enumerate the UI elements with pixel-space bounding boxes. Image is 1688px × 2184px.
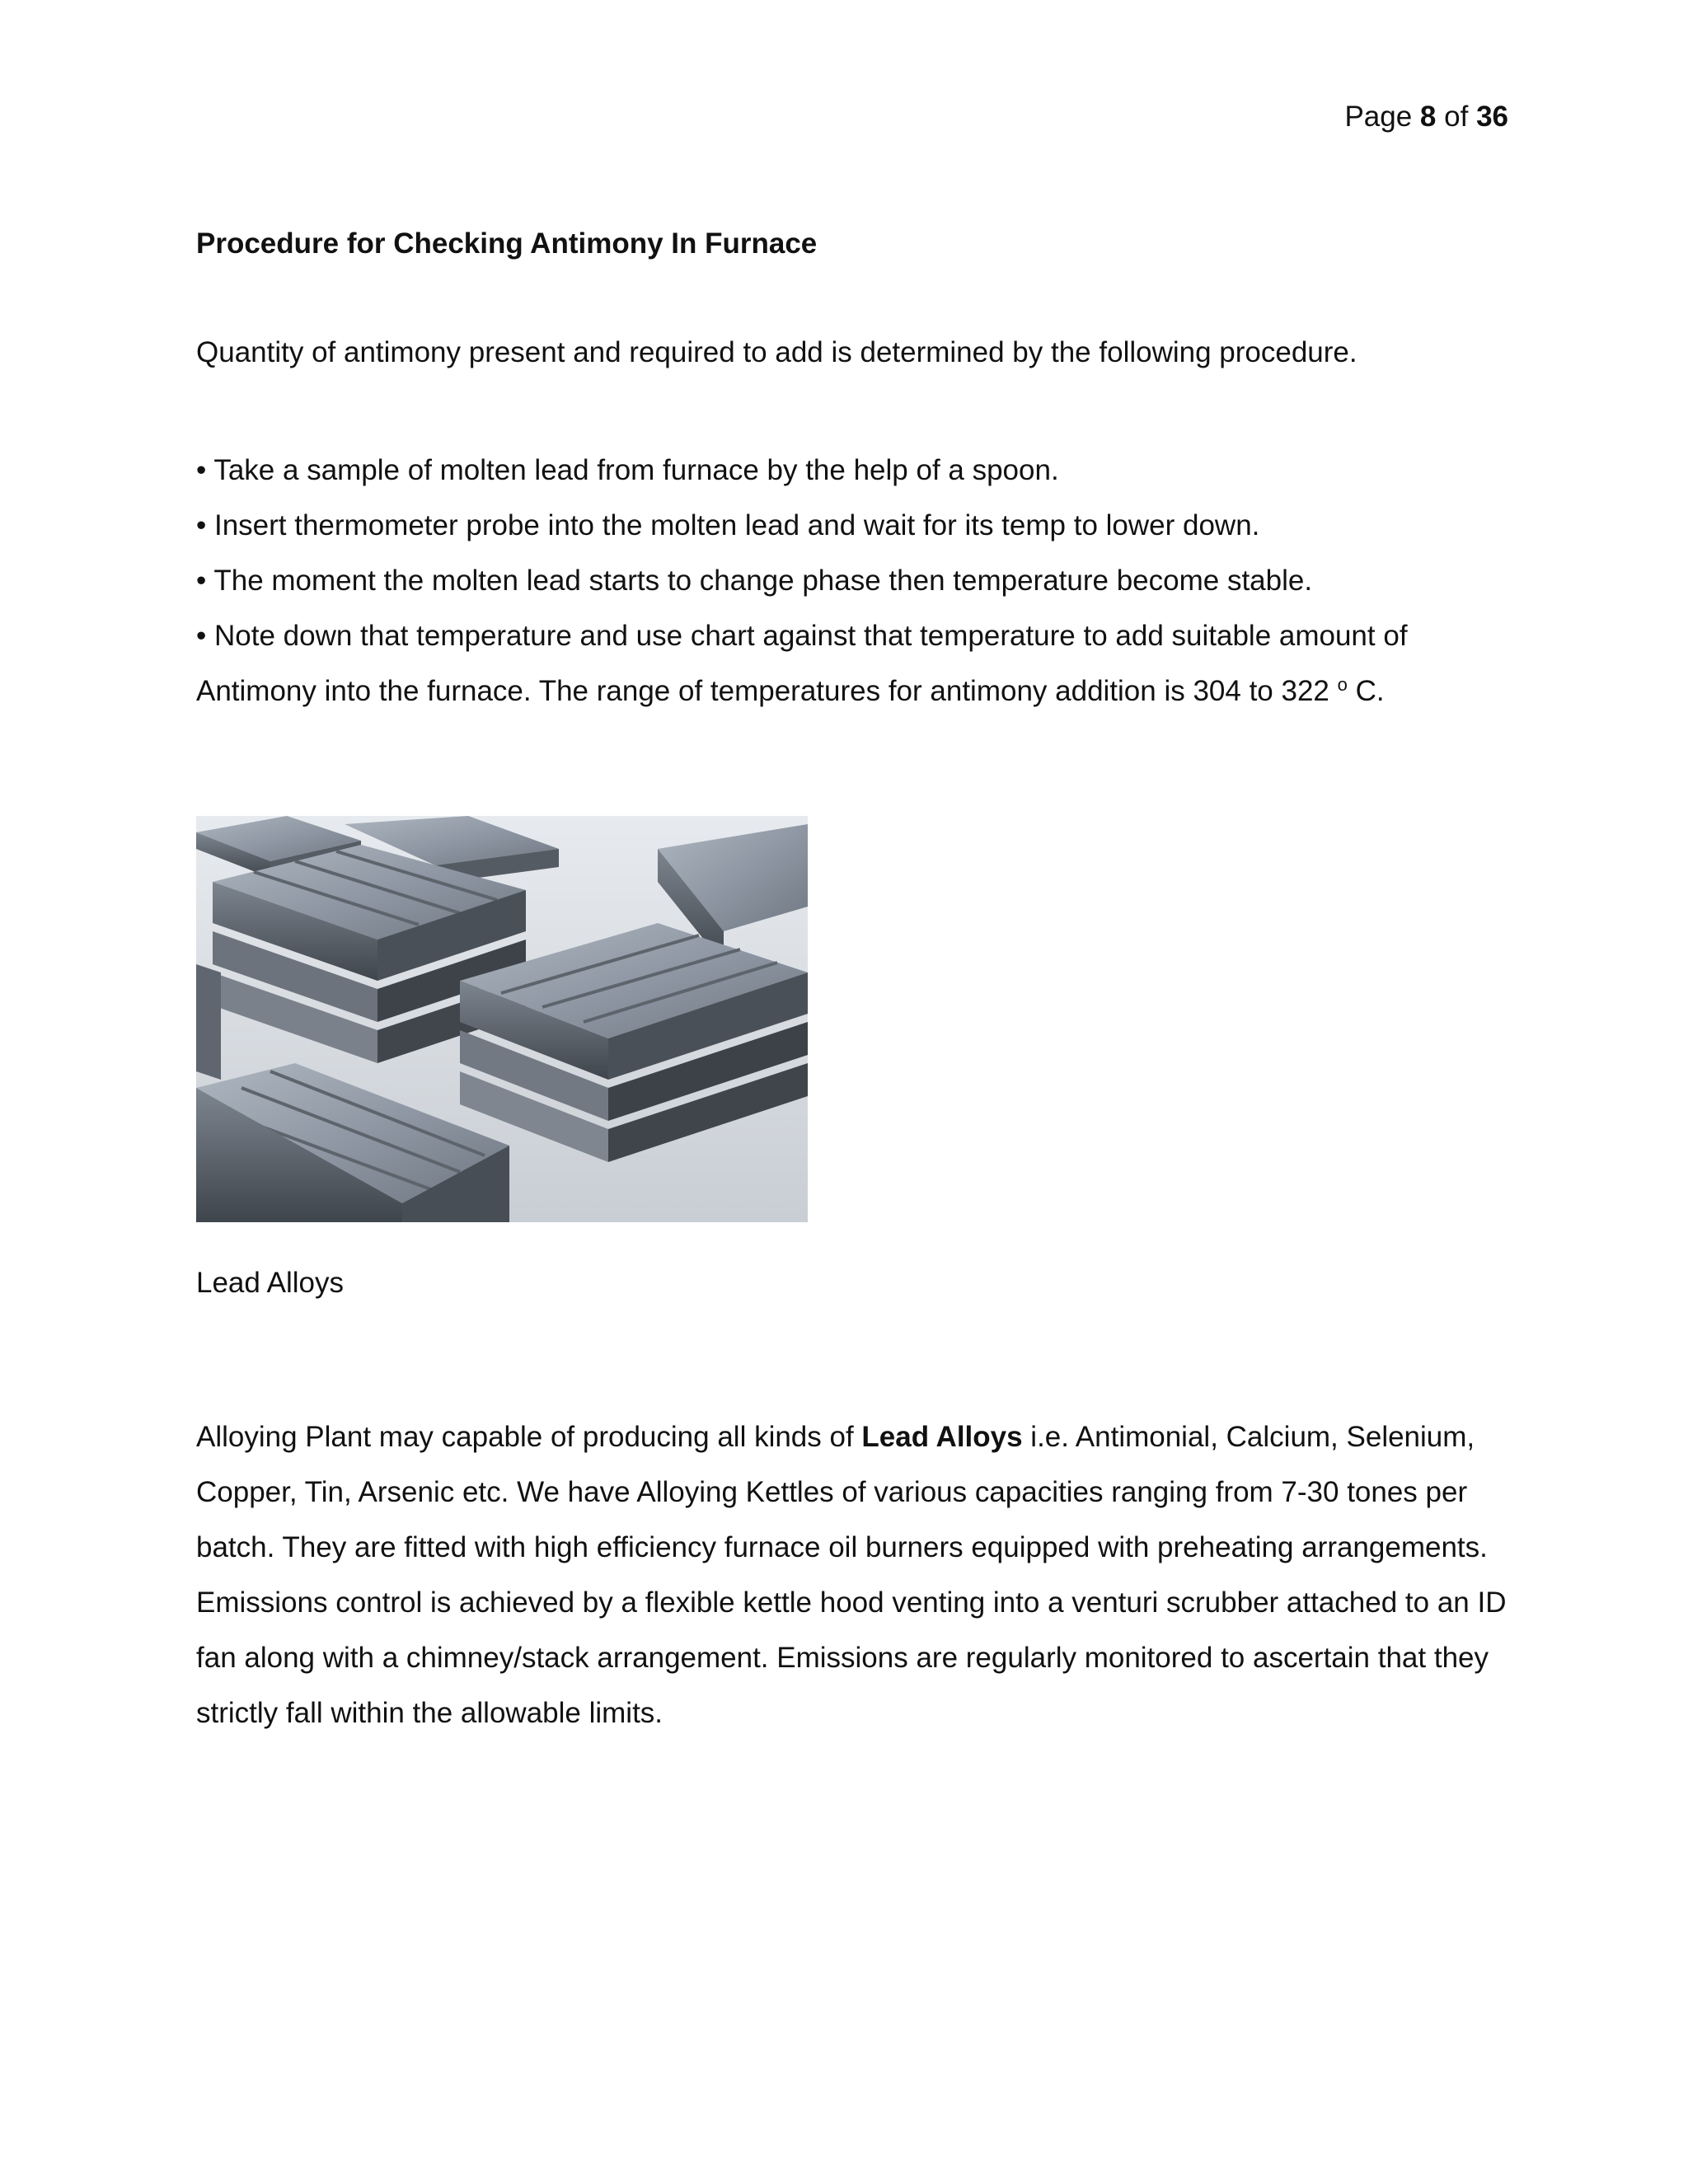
procedure-step-2: • Insert thermometer probe into the molten lead and wait for its temp to lower down. — [196, 509, 1260, 541]
degree-mark: o — [1337, 674, 1348, 695]
lead-ingots-photo — [196, 816, 808, 1222]
page-total: 36 — [1476, 101, 1508, 133]
alloying-text-after: i.e. Antimonial, Calcium, Selenium, Copper, Tin, Arsenic etc. We have Alloying Kettles of various capacities ranging from 7-30 tones per batch. They are fitted with high efficiency furnace oil burners equipped with preheating arrangements. Emissions control is achieved by a flexible kettle hood venting into a venturi scrubber attached to an ID fan along with a chimney/stack arrangement. Emissions are regularly monitored to ascertain that they strictly fall within the allowable limits. — [196, 1421, 1507, 1729]
section-heading: Procedure for Checking Antimony In Furnace — [196, 227, 818, 260]
alloying-paragraph — [196, 1409, 1515, 1741]
lead-alloys-term: Lead Alloys — [861, 1421, 1023, 1453]
page-number — [1344, 97, 1508, 137]
intro-paragraph: Quantity of antimony present and required to add is determined by the following procedure. — [196, 336, 1357, 368]
temperature-unit: C. — [1347, 675, 1385, 707]
alloying-text-before: Alloying Plant may capable of producing all kinds of — [196, 1421, 862, 1453]
figure-caption: Lead Alloys — [196, 1267, 345, 1299]
procedure-step-4 — [196, 608, 1515, 719]
lead-ingots-illustration — [196, 816, 808, 1222]
ingot-stack-left-edge — [196, 964, 221, 1080]
procedure-step-3: • The moment the molten lead starts to change phase then temperature become stable. — [196, 565, 1313, 597]
procedure-step-4-text: • Note down that temperature and use chart against that temperature to add suitable amount of Antimony into the furnace. The range of temperatures for antimony addition is 304 to 322 — [196, 620, 1408, 707]
procedure-steps — [196, 443, 1515, 719]
page-prefix: Page — [1344, 101, 1413, 133]
page-of: of — [1444, 101, 1469, 133]
procedure-step-1: • Take a sample of molten lead from furnace by the help of a spoon. — [196, 454, 1059, 486]
page-current: 8 — [1419, 101, 1437, 133]
